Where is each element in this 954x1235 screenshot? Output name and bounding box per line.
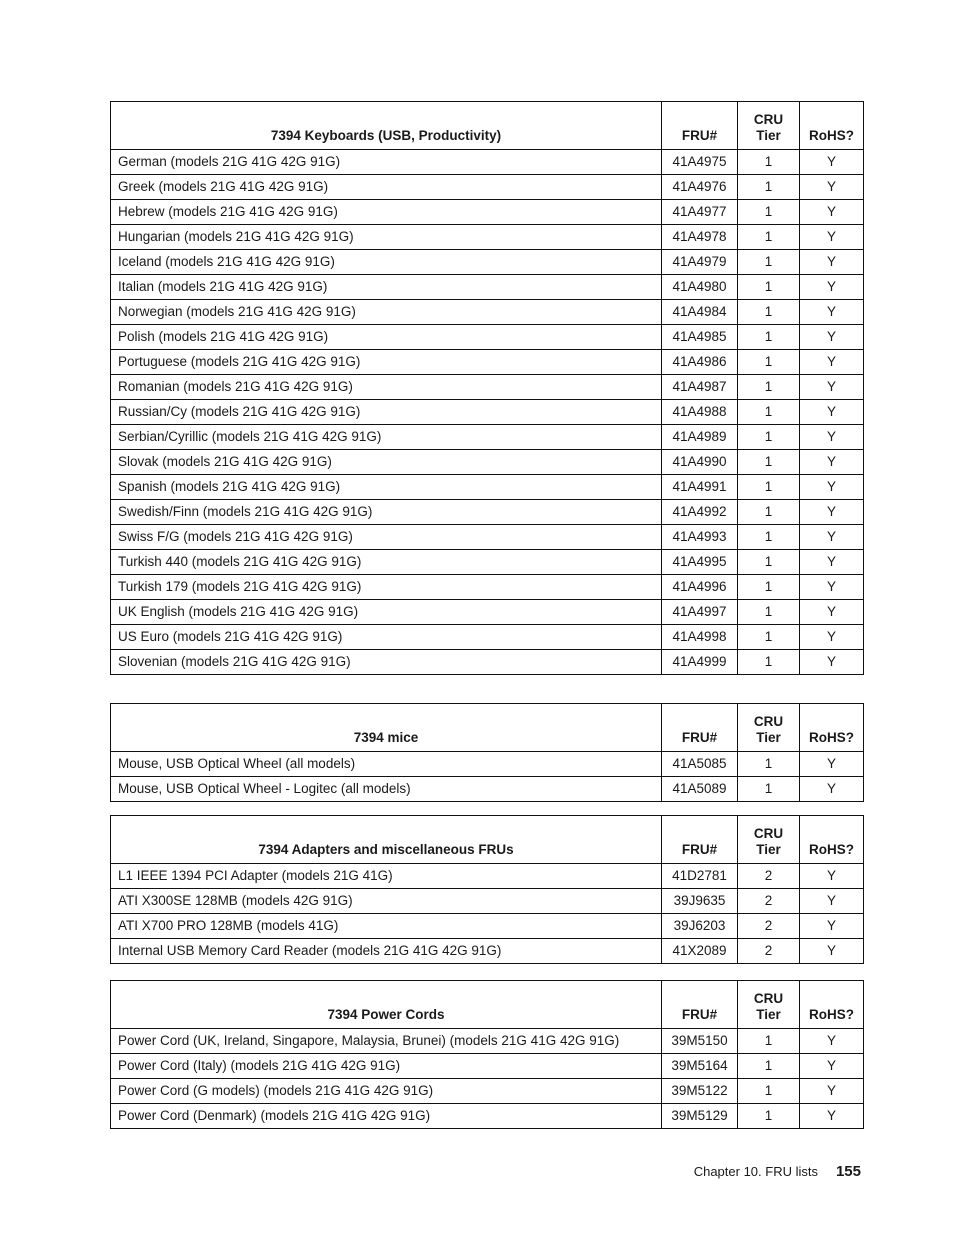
- cru-tier-cell: 1: [738, 150, 800, 175]
- cru-tier-cell: 1: [738, 350, 800, 375]
- fru-cell: 41A4991: [662, 475, 738, 500]
- description-cell: Mouse, USB Optical Wheel - Logitec (all models): [111, 777, 662, 802]
- fru-cell: 41A4985: [662, 325, 738, 350]
- table-row: [111, 939, 864, 964]
- cru-tier-column-header: [738, 981, 800, 1029]
- cru-tier-cell: 1: [738, 200, 800, 225]
- cru-tier-cell: 1: [738, 575, 800, 600]
- description-cell: ATI X700 PRO 128MB (models 41G): [111, 914, 662, 939]
- table-title: 7394 mice: [111, 704, 662, 752]
- cru-tier-cell: 1: [738, 777, 800, 802]
- description-cell: UK English (models 21G 41G 42G 91G): [111, 600, 662, 625]
- description-cell: Power Cord (Italy) (models 21G 41G 42G 91G): [111, 1054, 662, 1079]
- description-cell: Slovak (models 21G 41G 42G 91G): [111, 450, 662, 475]
- table-row: [111, 150, 864, 175]
- description-cell: Romanian (models 21G 41G 42G 91G): [111, 375, 662, 400]
- description-cell: ATI X300SE 128MB (models 42G 91G): [111, 889, 662, 914]
- cru-tier-cell: 1: [738, 500, 800, 525]
- description-cell: Internal USB Memory Card Reader (models 21G 41G 42G 91G): [111, 939, 662, 964]
- mice-table: [110, 703, 864, 802]
- description-cell: Iceland (models 21G 41G 42G 91G): [111, 250, 662, 275]
- cru-tier-cell: 1: [738, 450, 800, 475]
- table-title: 7394 Keyboards (USB, Productivity): [111, 102, 662, 150]
- rohs-column-header: RoHS?: [800, 981, 864, 1029]
- table-row: [111, 350, 864, 375]
- fru-cell: 41A4978: [662, 225, 738, 250]
- fru-cell: 41D2781: [662, 864, 738, 889]
- fru-cell: 41A4986: [662, 350, 738, 375]
- page-number: 155: [835, 1163, 861, 1180]
- cru-tier-cell: 1: [738, 325, 800, 350]
- fru-cell: 39M5129: [662, 1104, 738, 1129]
- description-cell: Norwegian (models 21G 41G 42G 91G): [111, 300, 662, 325]
- fru-cell: 41A4976: [662, 175, 738, 200]
- fru-cell: 41X2089: [662, 939, 738, 964]
- rohs-cell: Y: [800, 939, 864, 964]
- rohs-cell: Y: [800, 500, 864, 525]
- cru-tier-cell: 1: [738, 300, 800, 325]
- description-cell: Mouse, USB Optical Wheel (all models): [111, 752, 662, 777]
- rohs-cell: Y: [800, 914, 864, 939]
- fru-cell: 41A4989: [662, 425, 738, 450]
- cru-tier-cell: 1: [738, 550, 800, 575]
- rohs-cell: Y: [800, 864, 864, 889]
- rohs-cell: Y: [800, 1054, 864, 1079]
- rohs-cell: Y: [800, 150, 864, 175]
- cru-tier-cell: 2: [738, 939, 800, 964]
- description-cell: Serbian/Cyrillic (models 21G 41G 42G 91G): [111, 425, 662, 450]
- fru-cell: 41A5085: [662, 752, 738, 777]
- cru-tier-cell: 1: [738, 275, 800, 300]
- fru-column-header: FRU#: [662, 981, 738, 1029]
- power-cords-table: [110, 980, 864, 1129]
- table-row: [111, 200, 864, 225]
- rohs-cell: Y: [800, 225, 864, 250]
- cru-tier-cell: 1: [738, 225, 800, 250]
- rohs-cell: Y: [800, 450, 864, 475]
- table-row: [111, 325, 864, 350]
- cru-label: CRU: [753, 991, 784, 1006]
- table-row: [111, 550, 864, 575]
- cru-tier-cell: 1: [738, 175, 800, 200]
- description-cell: Power Cord (G models) (models 21G 41G 42G 91G): [111, 1079, 662, 1104]
- table-row: [111, 475, 864, 500]
- rohs-cell: Y: [800, 175, 864, 200]
- description-cell: Power Cord (UK, Ireland, Singapore, Malaysia, Brunei) (models 21G 41G 42G 91G): [111, 1029, 662, 1054]
- rohs-cell: Y: [800, 300, 864, 325]
- table-title: 7394 Adapters and miscellaneous FRUs: [111, 816, 662, 864]
- cru-tier-cell: 1: [738, 1054, 800, 1079]
- table-row: [111, 777, 864, 802]
- cru-tier-cell: 2: [738, 864, 800, 889]
- cru-tier-cell: 1: [738, 250, 800, 275]
- rohs-column-header: RoHS?: [800, 102, 864, 150]
- table-row: [111, 175, 864, 200]
- cru-label: CRU: [753, 714, 784, 729]
- description-cell: Italian (models 21G 41G 42G 91G): [111, 275, 662, 300]
- cru-label: CRU: [753, 112, 784, 127]
- description-cell: Turkish 179 (models 21G 41G 42G 91G): [111, 575, 662, 600]
- table-title: 7394 Power Cords: [111, 981, 662, 1029]
- fru-cell: 41A4996: [662, 575, 738, 600]
- table-row: [111, 600, 864, 625]
- rohs-cell: Y: [800, 275, 864, 300]
- description-cell: L1 IEEE 1394 PCI Adapter (models 21G 41G): [111, 864, 662, 889]
- table-row: [111, 300, 864, 325]
- fru-column-header: FRU#: [662, 704, 738, 752]
- description-cell: Portuguese (models 21G 41G 42G 91G): [111, 350, 662, 375]
- table-row: [111, 1079, 864, 1104]
- fru-column-header: FRU#: [662, 102, 738, 150]
- description-cell: Hebrew (models 21G 41G 42G 91G): [111, 200, 662, 225]
- table-row: [111, 225, 864, 250]
- fru-cell: 41A4999: [662, 650, 738, 675]
- rohs-cell: Y: [800, 525, 864, 550]
- rohs-cell: Y: [800, 752, 864, 777]
- description-cell: Russian/Cy (models 21G 41G 42G 91G): [111, 400, 662, 425]
- fru-cell: 41A4988: [662, 400, 738, 425]
- rohs-cell: Y: [800, 600, 864, 625]
- table-row: [111, 250, 864, 275]
- table-row: [111, 625, 864, 650]
- table-header-row: [111, 816, 864, 864]
- fru-cell: 41A4979: [662, 250, 738, 275]
- table-header-row: [111, 102, 864, 150]
- fru-cell: 39J6203: [662, 914, 738, 939]
- table-row: [111, 525, 864, 550]
- table-row: [111, 914, 864, 939]
- cru-tier-cell: 1: [738, 1104, 800, 1129]
- cru-tier-cell: 1: [738, 400, 800, 425]
- fru-cell: 41A4993: [662, 525, 738, 550]
- tier-label: Tier: [756, 842, 781, 857]
- cru-tier-cell: 1: [738, 375, 800, 400]
- description-cell: Swedish/Finn (models 21G 41G 42G 91G): [111, 500, 662, 525]
- rohs-cell: Y: [800, 250, 864, 275]
- cru-tier-cell: 1: [738, 475, 800, 500]
- tier-label: Tier: [756, 730, 781, 745]
- description-cell: Polish (models 21G 41G 42G 91G): [111, 325, 662, 350]
- fru-cell: 41A4990: [662, 450, 738, 475]
- cru-label: CRU: [753, 826, 784, 841]
- description-cell: Swiss F/G (models 21G 41G 42G 91G): [111, 525, 662, 550]
- fru-cell: 39M5164: [662, 1054, 738, 1079]
- rohs-cell: Y: [800, 425, 864, 450]
- page-footer: [694, 1163, 861, 1180]
- cru-tier-cell: 2: [738, 889, 800, 914]
- description-cell: Power Cord (Denmark) (models 21G 41G 42G 91G): [111, 1104, 662, 1129]
- description-cell: Hungarian (models 21G 41G 42G 91G): [111, 225, 662, 250]
- rohs-cell: Y: [800, 777, 864, 802]
- rohs-cell: Y: [800, 1029, 864, 1054]
- table-row: [111, 375, 864, 400]
- cru-tier-cell: 1: [738, 525, 800, 550]
- rohs-cell: Y: [800, 575, 864, 600]
- fru-column-header: FRU#: [662, 816, 738, 864]
- rohs-cell: Y: [800, 325, 864, 350]
- tier-label: Tier: [756, 128, 781, 143]
- rohs-cell: Y: [800, 550, 864, 575]
- fru-cell: 41A4984: [662, 300, 738, 325]
- tier-label: Tier: [756, 1007, 781, 1022]
- description-cell: Turkish 440 (models 21G 41G 42G 91G): [111, 550, 662, 575]
- rohs-cell: Y: [800, 475, 864, 500]
- cru-tier-cell: 1: [738, 625, 800, 650]
- rohs-cell: Y: [800, 625, 864, 650]
- table-row: [111, 889, 864, 914]
- rohs-cell: Y: [800, 200, 864, 225]
- fru-cell: 41A4977: [662, 200, 738, 225]
- table-row: [111, 650, 864, 675]
- chapter-label: Chapter 10. FRU lists: [693, 1164, 818, 1179]
- table-row: [111, 275, 864, 300]
- table-row: [111, 1029, 864, 1054]
- table-header-row: [111, 981, 864, 1029]
- cru-tier-column-header: [738, 704, 800, 752]
- description-cell: Greek (models 21G 41G 42G 91G): [111, 175, 662, 200]
- rohs-cell: Y: [800, 350, 864, 375]
- rohs-cell: Y: [800, 375, 864, 400]
- fru-cell: 41A4980: [662, 275, 738, 300]
- fru-cell: 41A4995: [662, 550, 738, 575]
- description-cell: Spanish (models 21G 41G 42G 91G): [111, 475, 662, 500]
- fru-cell: 41A4992: [662, 500, 738, 525]
- table-row: [111, 864, 864, 889]
- table-row: [111, 752, 864, 777]
- fru-cell: 39M5150: [662, 1029, 738, 1054]
- table-row: [111, 1104, 864, 1129]
- fru-cell: 41A4975: [662, 150, 738, 175]
- cru-tier-cell: 1: [738, 600, 800, 625]
- description-cell: German (models 21G 41G 42G 91G): [111, 150, 662, 175]
- cru-tier-column-header: [738, 816, 800, 864]
- fru-cell: 41A4997: [662, 600, 738, 625]
- description-cell: US Euro (models 21G 41G 42G 91G): [111, 625, 662, 650]
- cru-tier-column-header: [738, 102, 800, 150]
- rohs-cell: Y: [800, 889, 864, 914]
- rohs-column-header: RoHS?: [800, 704, 864, 752]
- adapters-table: [110, 815, 864, 964]
- cru-tier-cell: 1: [738, 650, 800, 675]
- cru-tier-cell: 1: [738, 425, 800, 450]
- table-row: [111, 425, 864, 450]
- table-row: [111, 400, 864, 425]
- rohs-cell: Y: [800, 1104, 864, 1129]
- fru-cell: 41A5089: [662, 777, 738, 802]
- cru-tier-cell: 1: [738, 1029, 800, 1054]
- description-cell: Slovenian (models 21G 41G 42G 91G): [111, 650, 662, 675]
- cru-tier-cell: 2: [738, 914, 800, 939]
- rohs-cell: Y: [800, 400, 864, 425]
- fru-cell: 39M5122: [662, 1079, 738, 1104]
- table-row: [111, 1054, 864, 1079]
- rohs-cell: Y: [800, 1079, 864, 1104]
- table-row: [111, 450, 864, 475]
- table-row: [111, 500, 864, 525]
- keyboards-table: [110, 101, 864, 675]
- cru-tier-cell: 1: [738, 1079, 800, 1104]
- fru-cell: 39J9635: [662, 889, 738, 914]
- fru-cell: 41A4987: [662, 375, 738, 400]
- fru-cell: 41A4998: [662, 625, 738, 650]
- rohs-cell: Y: [800, 650, 864, 675]
- cru-tier-cell: 1: [738, 752, 800, 777]
- table-row: [111, 575, 864, 600]
- table-header-row: [111, 704, 864, 752]
- rohs-column-header: RoHS?: [800, 816, 864, 864]
